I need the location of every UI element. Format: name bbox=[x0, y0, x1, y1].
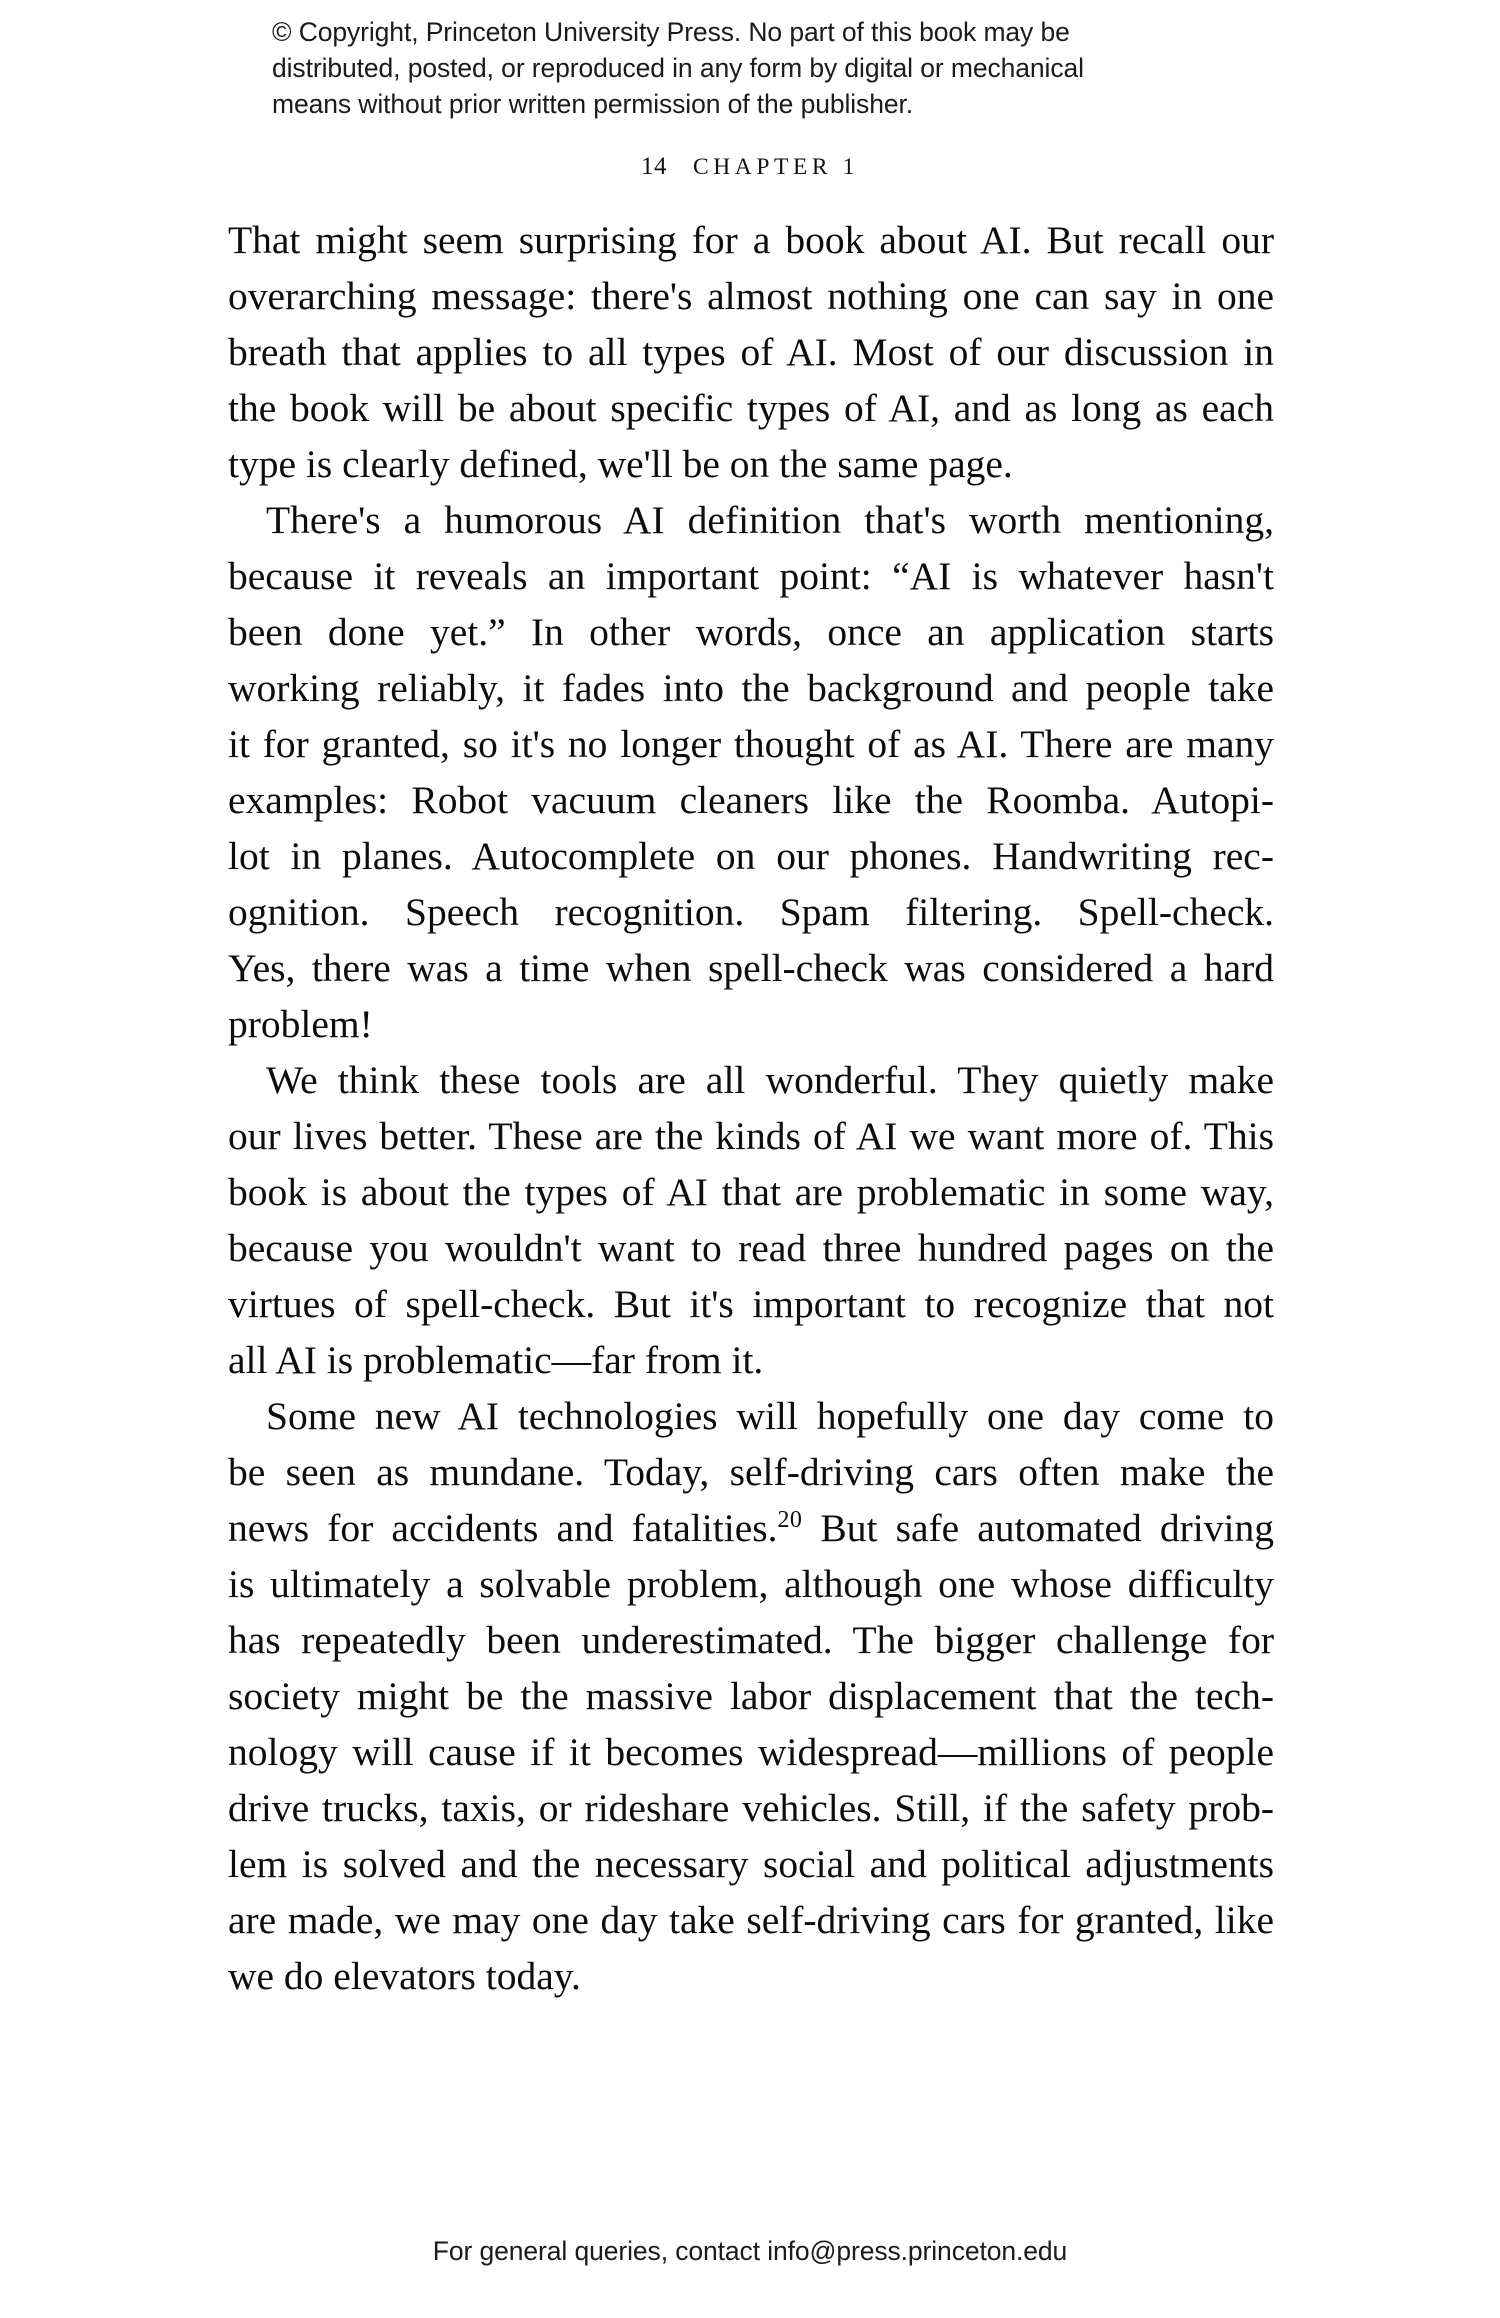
text-line: lem is solved and the necessary social and political adjustments bbox=[228, 1842, 1274, 1886]
text-line: breath that applies to all types of AI. Most of our discussion in bbox=[228, 330, 1274, 374]
text-line: nology will cause if it becomes widespread—millions of people bbox=[228, 1730, 1274, 1774]
text-line: been done yet.” In other words, once an application starts bbox=[228, 610, 1274, 654]
chapter-label: CHAPTER 1 bbox=[692, 154, 860, 180]
text-line: type is clearly defined, we'll be on the same page. bbox=[228, 442, 1013, 486]
paragraph-2 bbox=[228, 492, 1274, 1052]
footnote-marker[interactable]: 20 bbox=[777, 1506, 803, 1533]
text-line: has repeatedly been underestimated. The bigger challenge for bbox=[228, 1618, 1274, 1662]
text-line: problem! bbox=[228, 1002, 373, 1046]
footer-text: For general queries, contact info@press.princeton.edu bbox=[432, 2236, 1068, 2266]
text-line-part: But safe automated driving bbox=[802, 1506, 1274, 1550]
text-line-part: news for accidents and fatalities. bbox=[228, 1506, 778, 1550]
copyright-line-2: distributed, posted, or reproduced in any form by digital or mechanical bbox=[272, 53, 1084, 83]
text-line: it for granted, so it's no longer thought of as AI. There are many bbox=[228, 722, 1274, 766]
text-line: There's a humorous AI definition that's worth mentioning, bbox=[266, 498, 1274, 542]
paragraph-1 bbox=[228, 212, 1274, 492]
text-line: We think these tools are all wonderful. They quietly make bbox=[266, 1058, 1274, 1102]
text-line: Some new AI technologies will hopefully one day come to bbox=[266, 1394, 1274, 1438]
running-head bbox=[0, 153, 1500, 181]
text-line: because you wouldn't want to read three hundred pages on the bbox=[228, 1226, 1274, 1270]
copyright-line-1: © Copyright, Princeton University Press. No part of this book may be bbox=[272, 17, 1070, 47]
page-footer bbox=[0, 2236, 1500, 2267]
text-line: be seen as mundane. Today, self-driving cars often make the bbox=[228, 1450, 1274, 1494]
text-line: overarching message: there's almost nothing one can say in one bbox=[228, 274, 1274, 318]
copyright-notice bbox=[272, 14, 1232, 122]
page-number: 14 bbox=[640, 153, 667, 180]
text-line: all AI is problematic—far from it. bbox=[228, 1338, 764, 1382]
text-line-with-footnote bbox=[228, 1500, 1274, 1556]
text-line: the book will be about specific types of AI, and as long as each bbox=[228, 386, 1274, 430]
text-line: That might seem surprising for a book about AI. But recall our bbox=[228, 218, 1274, 262]
text-line: Yes, there was a time when spell-check was considered a hard bbox=[228, 946, 1274, 990]
text-line: we do elevators today. bbox=[228, 1954, 581, 1998]
text-line: drive trucks, taxis, or rideshare vehicles. Still, if the safety prob- bbox=[228, 1786, 1274, 1830]
paragraph-4 bbox=[228, 1388, 1274, 2004]
text-line: is ultimately a solvable problem, although one whose difficulty bbox=[228, 1562, 1274, 1606]
text-line: ognition. Speech recognition. Spam filtering. Spell-check. bbox=[228, 890, 1274, 934]
text-line: virtues of spell-check. But it's important to recognize that not bbox=[228, 1282, 1274, 1326]
text-line: society might be the massive labor displacement that the tech- bbox=[228, 1674, 1274, 1718]
text-line: working reliably, it fades into the background and people take bbox=[228, 666, 1274, 710]
text-line: book is about the types of AI that are problematic in some way, bbox=[228, 1170, 1274, 1214]
text-line: our lives better. These are the kinds of AI we want more of. This bbox=[228, 1114, 1274, 1158]
paragraph-3 bbox=[228, 1052, 1274, 1388]
body-text bbox=[228, 212, 1274, 2004]
text-line: are made, we may one day take self-driving cars for granted, like bbox=[228, 1898, 1274, 1942]
text-line: examples: Robot vacuum cleaners like the Roomba. Autopi- bbox=[228, 778, 1274, 822]
text-line: lot in planes. Autocomplete on our phones. Handwriting rec- bbox=[228, 834, 1274, 878]
copyright-line-3: means without prior written permission of the publisher. bbox=[272, 89, 914, 119]
text-line: because it reveals an important point: “AI is whatever hasn't bbox=[228, 554, 1274, 598]
